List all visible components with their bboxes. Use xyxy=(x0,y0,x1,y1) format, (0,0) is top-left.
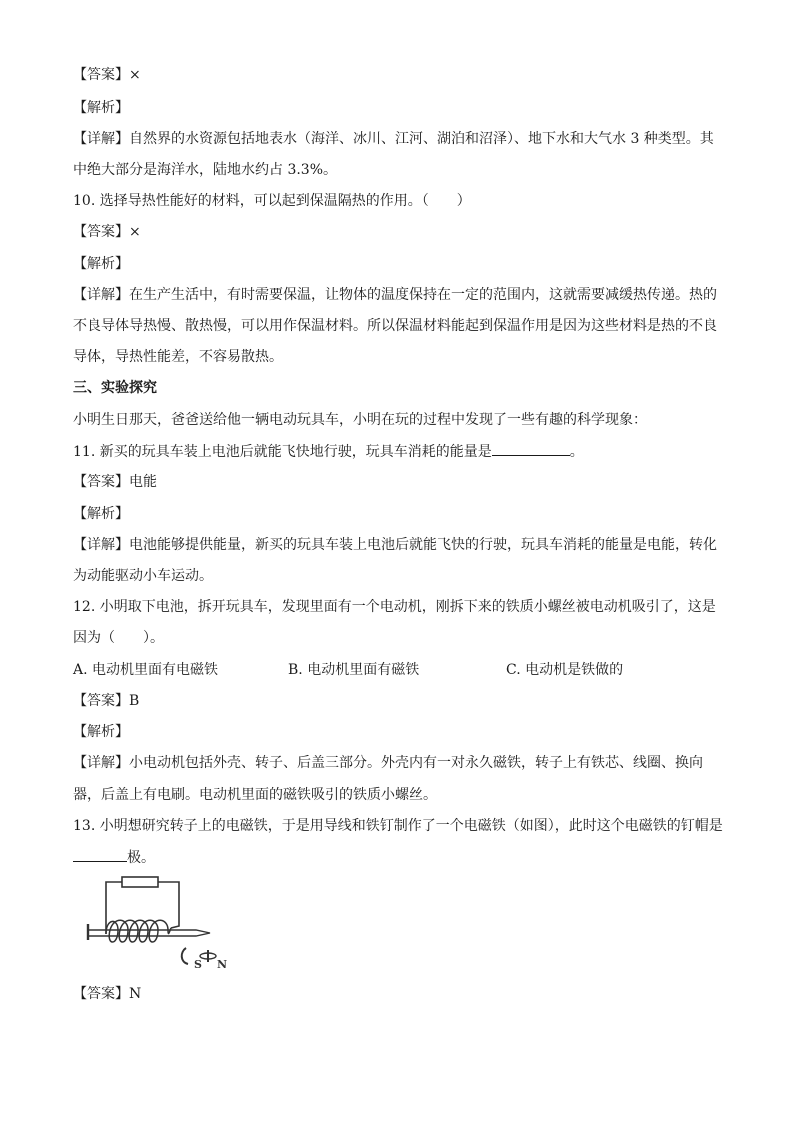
question-end: 。 xyxy=(569,444,584,460)
detail-text: 电池能够提供能量，新买的玩具车装上电池后就能飞快的行驶，玩具车消耗的能量是电能，转化 xyxy=(129,537,717,553)
q12-option-a: A. 电动机里面有电磁铁 xyxy=(73,662,219,678)
q9-answer xyxy=(73,65,141,85)
question-text: 11. 新买的玩具车装上电池后就能飞快地行驶，玩具车消耗的能量是 xyxy=(73,444,492,460)
q12-detail-line2: 器，后盖上有电刷。电动机里面的磁铁吸引的铁质小螺丝。 xyxy=(73,787,437,803)
detail-tag: 【详解】 xyxy=(73,537,129,553)
q13-answer xyxy=(73,984,141,1004)
q12-answer xyxy=(73,691,139,711)
q11-detail-line2: 为动能驱动小车运动。 xyxy=(73,568,213,584)
electromagnet-figure xyxy=(84,872,244,976)
coil-icon xyxy=(106,920,171,942)
q9-detail-line2: 中绝大部分是海洋水，陆地水约占 3.3%。 xyxy=(73,162,338,178)
detail-tag: 【详解】 xyxy=(73,755,129,771)
q10-detail-line3: 导体，导热性能差，不容易散热。 xyxy=(73,349,283,365)
answer-value: × xyxy=(129,67,141,83)
answer-value: N xyxy=(129,986,142,1002)
q10-detail-line2: 不良导体导热慢、散热慢，可以用作保温材料。所以保温材料能起到保温作用是因为这些材料是热的不良 xyxy=(73,318,717,334)
q13-question-line1: 13. 小明想研究转子上的电磁铁，于是用导线和铁钉制作了一个电磁铁（如图），此时这个电磁铁的钉帽是 xyxy=(73,818,723,834)
detail-text: 自然界的水资源包括地表水（海洋、冰川、江河、湖泊和沼泽）、地下水和大气水 3 种类型。其 xyxy=(129,131,714,147)
question-end: 极。 xyxy=(127,850,155,866)
q12-question-line1: 12. 小明取下电池，拆开玩具车，发现里面有一个电动机，刚拆下来的铁质小螺丝被电动机吸引了，这是 xyxy=(73,599,716,615)
q10-analysis-tag: 【解析】 xyxy=(73,256,129,272)
electromagnet-diagram xyxy=(84,872,244,972)
q11-answer xyxy=(73,472,157,492)
wire-left xyxy=(106,882,122,934)
q11-analysis-tag: 【解析】 xyxy=(73,506,129,522)
wire-right xyxy=(158,882,179,928)
answer-tag: 【答案】 xyxy=(73,224,129,240)
q12-question-line2: 因为（ ）。 xyxy=(73,630,164,646)
compass-s-label: S xyxy=(194,958,202,971)
detail-tag: 【详解】 xyxy=(73,131,129,147)
q10-question: 10. 选择导热性能好的材料，可以起到保温隔热的作用。（ ） xyxy=(73,193,471,209)
q13-question-line2 xyxy=(73,847,155,868)
q9-analysis-tag: 【解析】 xyxy=(73,100,129,116)
answer-tag: 【答案】 xyxy=(73,986,129,1002)
answer-value: × xyxy=(129,224,141,240)
answer-value: B xyxy=(129,693,140,709)
q11-question xyxy=(73,441,584,462)
section-intro: 小明生日那天，爸爸送给他一辆电动玩具车，小明在玩的过程中发现了一些有趣的科学现象： xyxy=(73,412,647,428)
detail-tag: 【详解】 xyxy=(73,287,129,303)
q12-detail-line1 xyxy=(73,753,703,773)
resistor-icon xyxy=(122,877,158,887)
q11-detail-line1 xyxy=(73,535,717,555)
compass-n-label: N xyxy=(217,958,228,971)
answer-value: 电能 xyxy=(129,474,157,490)
answer-tag: 【答案】 xyxy=(73,693,129,709)
answer-tag: 【答案】 xyxy=(73,474,129,490)
detail-text: 在生产生活中，有时需要保温，让物体的温度保持在一定的范围内，这就需要减缓热传递。热的 xyxy=(129,287,717,303)
q10-detail-line1 xyxy=(73,285,717,305)
detail-text: 小电动机包括外壳、转子、后盖三部分。外壳内有一对永久磁铁，转子上有铁芯、线圈、换向 xyxy=(129,755,703,771)
answer-blank xyxy=(73,847,127,862)
q12-option-b: B. 电动机里面有磁铁 xyxy=(288,662,420,678)
q12-analysis-tag: 【解析】 xyxy=(73,724,129,740)
compass-arrow-icon xyxy=(182,948,188,964)
q10-answer xyxy=(73,222,141,242)
section-heading: 三、实验探究 xyxy=(73,380,157,396)
q9-detail-line1 xyxy=(73,129,714,149)
answer-blank xyxy=(492,441,570,456)
q12-option-c: C. 电动机是铁做的 xyxy=(506,662,624,678)
answer-tag: 【答案】 xyxy=(73,67,129,83)
